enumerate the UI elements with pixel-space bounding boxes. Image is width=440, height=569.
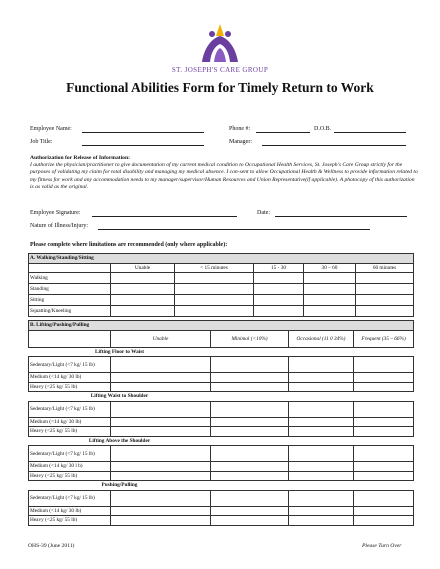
input-cell[interactable] [289, 506, 354, 516]
input-cell[interactable] [111, 306, 175, 317]
section-b-header: Occasional (11 0 34%) [289, 330, 354, 347]
input-cell[interactable] [254, 273, 304, 284]
section-a-header: < 15 minutes [175, 263, 254, 273]
table-row [29, 417, 414, 427]
form-code: OHS-39 (June 2011) [28, 543, 75, 549]
table-row [29, 273, 414, 284]
input-cell[interactable] [289, 401, 354, 417]
group-spacer [211, 347, 289, 357]
input-cell[interactable] [175, 273, 254, 284]
group-spacer [211, 481, 289, 491]
authorization-text: I authorize the physician/practitioner to give documentation of my current medical condition to Occupational Health Services, St. Joseph's Care Group strictly for the purposes of validating my claim for total disability and managing my medical absence. I con-sent to allow Occupational Health & Wellness to provide information related to my fitness for work and any accommodation needs to my manager/supervisor/Human Resources and Union Representative(if applicable). A photocopy of this authorization is as valid as the original. [30, 162, 418, 190]
section-a-title: A. Walking/Standing/Sitting [29, 254, 414, 264]
input-cell[interactable] [211, 373, 289, 383]
input-cell[interactable] [289, 490, 354, 506]
group-spacer [289, 481, 354, 491]
table-row [29, 427, 414, 437]
group-header-row [29, 347, 414, 357]
job-title-label: Job Title: [30, 139, 53, 145]
row-label: Medium (<14 kg/ 30 lb) [29, 417, 111, 427]
group-spacer [289, 436, 354, 446]
group-spacer [211, 392, 289, 402]
table-row [29, 471, 414, 481]
date-field[interactable] [275, 216, 407, 217]
section-a-header: 15 - 30 [254, 263, 304, 273]
care-group-logo-icon [196, 22, 244, 64]
input-cell[interactable] [289, 382, 354, 392]
group-title: Lifting Floor to Waist [29, 347, 211, 357]
input-cell[interactable] [356, 306, 414, 317]
row-label: Medium (<14 kg/ 30 l b) [29, 462, 111, 472]
section-b-header: Unable [111, 330, 211, 347]
please-turn-over: Please Turn Over [362, 543, 402, 549]
input-cell[interactable] [356, 295, 414, 306]
input-cell[interactable] [354, 471, 414, 481]
group-spacer [289, 347, 354, 357]
phone-field[interactable] [256, 132, 310, 133]
input-cell[interactable] [289, 417, 354, 427]
row-label: Sedentary/Light (<7 kg/ 15 lb) [29, 490, 111, 506]
row-label: Medium (<14 kg/ 30 lb) [29, 373, 111, 383]
input-cell[interactable] [354, 357, 414, 373]
group-header-row [29, 481, 414, 491]
group-title: Lifting Above the Shoulder [29, 436, 211, 446]
input-cell[interactable] [111, 284, 175, 295]
group-header-row [29, 392, 414, 402]
row-label: Sitting [29, 295, 111, 306]
dob-label: D.O.B. [314, 126, 332, 132]
input-cell[interactable] [289, 471, 354, 481]
row-label: Heavy (<25 kg/ 55 lb) [29, 427, 111, 437]
section-a-header: 60 minutes [356, 263, 414, 273]
section-a-header [29, 263, 111, 273]
manager-label: Manager: [229, 139, 252, 145]
input-cell[interactable] [354, 506, 414, 516]
date-label: Date: [257, 210, 270, 216]
input-cell[interactable] [111, 446, 211, 462]
section-a-header: 30 – 60 [304, 263, 356, 273]
input-cell[interactable] [111, 490, 211, 506]
input-cell[interactable] [211, 471, 289, 481]
employee-name-field[interactable] [82, 132, 204, 133]
form-title: Functional Abilities Form for Timely Return to Work [66, 80, 374, 95]
table-row [29, 446, 414, 462]
row-label: Heavy (<25 kg/ 55 lb) [29, 382, 111, 392]
input-cell[interactable] [304, 273, 356, 284]
table-row [29, 490, 414, 506]
input-cell[interactable] [254, 284, 304, 295]
section-b-table [28, 320, 414, 526]
table-row [29, 284, 414, 295]
section-b-header [29, 330, 111, 347]
section-b-header: Frequent (35 – 66%) [354, 330, 414, 347]
row-label: Walking [29, 273, 111, 284]
input-cell[interactable] [354, 462, 414, 472]
input-cell[interactable] [211, 462, 289, 472]
table-row [29, 506, 414, 516]
input-cell[interactable] [111, 382, 211, 392]
row-label: Sedentary/Light (<7 kg/ 15 lb) [29, 446, 111, 462]
employee-name-label: Employee Name: [30, 126, 72, 132]
input-cell[interactable] [289, 446, 354, 462]
input-cell[interactable] [175, 306, 254, 317]
input-cell[interactable] [211, 446, 289, 462]
input-cell[interactable] [304, 306, 356, 317]
table-row [29, 373, 414, 383]
employee-signature-field[interactable] [92, 216, 237, 217]
group-spacer [354, 347, 414, 357]
employee-signature-label: Employee Signature: [30, 210, 81, 216]
input-cell[interactable] [289, 516, 354, 526]
table-row [29, 306, 414, 317]
input-cell[interactable] [289, 373, 354, 383]
input-cell[interactable] [111, 506, 211, 516]
input-cell[interactable] [254, 306, 304, 317]
input-cell[interactable] [211, 516, 289, 526]
input-cell[interactable] [211, 490, 289, 506]
input-cell[interactable] [111, 516, 211, 526]
input-cell[interactable] [354, 516, 414, 526]
table-row [29, 357, 414, 373]
input-cell[interactable] [304, 295, 356, 306]
row-label: Standing [29, 284, 111, 295]
row-label: Medium (<14 kg/ 30 lb) [29, 506, 111, 516]
input-cell[interactable] [211, 357, 289, 373]
input-cell[interactable] [211, 427, 289, 437]
authorization-heading: Authorization for Release of Information: [30, 155, 130, 161]
group-spacer [289, 392, 354, 402]
input-cell[interactable] [354, 417, 414, 427]
row-label: Squatting/Kneeling [29, 306, 111, 317]
input-cell[interactable] [354, 427, 414, 437]
section-a-table [28, 253, 414, 317]
phone-label: Phone #: [229, 126, 251, 132]
input-cell[interactable] [289, 427, 354, 437]
dob-field[interactable] [334, 132, 406, 133]
input-cell[interactable] [111, 462, 211, 472]
table-row [29, 295, 414, 306]
input-cell[interactable] [211, 506, 289, 516]
group-title: Pushing/Pulling [29, 481, 211, 491]
row-label: Heavy (<25 kg/ 55 lb) [29, 471, 111, 481]
section-a-header: Unable [111, 263, 175, 273]
input-cell[interactable] [354, 382, 414, 392]
group-spacer [354, 481, 414, 491]
table-row [29, 382, 414, 392]
table-row [29, 401, 414, 417]
input-cell[interactable] [111, 295, 175, 306]
manager-field[interactable] [262, 145, 406, 146]
input-cell[interactable] [289, 462, 354, 472]
organization-name: ST. JOSEPH'S CARE GROUP [171, 66, 269, 74]
job-title-field[interactable] [82, 145, 204, 146]
input-cell[interactable] [304, 284, 356, 295]
input-cell[interactable] [211, 401, 289, 417]
input-cell[interactable] [211, 382, 289, 392]
group-spacer [354, 436, 414, 446]
section-b-header: Minimal (<10%) [211, 330, 289, 347]
input-cell[interactable] [111, 401, 211, 417]
input-cell[interactable] [289, 357, 354, 373]
instruction-text: Please complete where limitations are recommended (only where applicable): [30, 242, 228, 248]
input-cell[interactable] [111, 273, 175, 284]
input-cell[interactable] [356, 284, 414, 295]
input-cell[interactable] [354, 401, 414, 417]
table-row [29, 462, 414, 472]
input-cell[interactable] [111, 417, 211, 427]
row-label: Sedentary/Light (<7 kg/ 15 lb) [29, 401, 111, 417]
group-spacer [354, 392, 414, 402]
table-row [29, 516, 414, 526]
group-spacer [211, 436, 289, 446]
input-cell[interactable] [211, 417, 289, 427]
input-cell[interactable] [111, 373, 211, 383]
group-header-row [29, 436, 414, 446]
input-cell[interactable] [356, 273, 414, 284]
input-cell[interactable] [111, 427, 211, 437]
input-cell[interactable] [354, 490, 414, 506]
input-cell[interactable] [354, 446, 414, 462]
input-cell[interactable] [254, 295, 304, 306]
nature-of-illness-field[interactable] [98, 229, 370, 230]
section-b-title: B. Lifting/Pushing/Pulling [29, 321, 414, 331]
nature-of-illness-label: Nature of Illness/Injury: [30, 223, 88, 229]
input-cell[interactable] [111, 471, 211, 481]
row-label: Heavy (<25 kg/ 55 lb) [29, 516, 111, 526]
input-cell[interactable] [111, 357, 211, 373]
input-cell[interactable] [175, 284, 254, 295]
authorization-block [30, 155, 418, 191]
input-cell[interactable] [354, 373, 414, 383]
group-title: Lifting Waist to Shoulder [29, 392, 211, 402]
input-cell[interactable] [175, 295, 254, 306]
row-label: Sedentary/Light (<7 kg/ 15 lb) [29, 357, 111, 373]
